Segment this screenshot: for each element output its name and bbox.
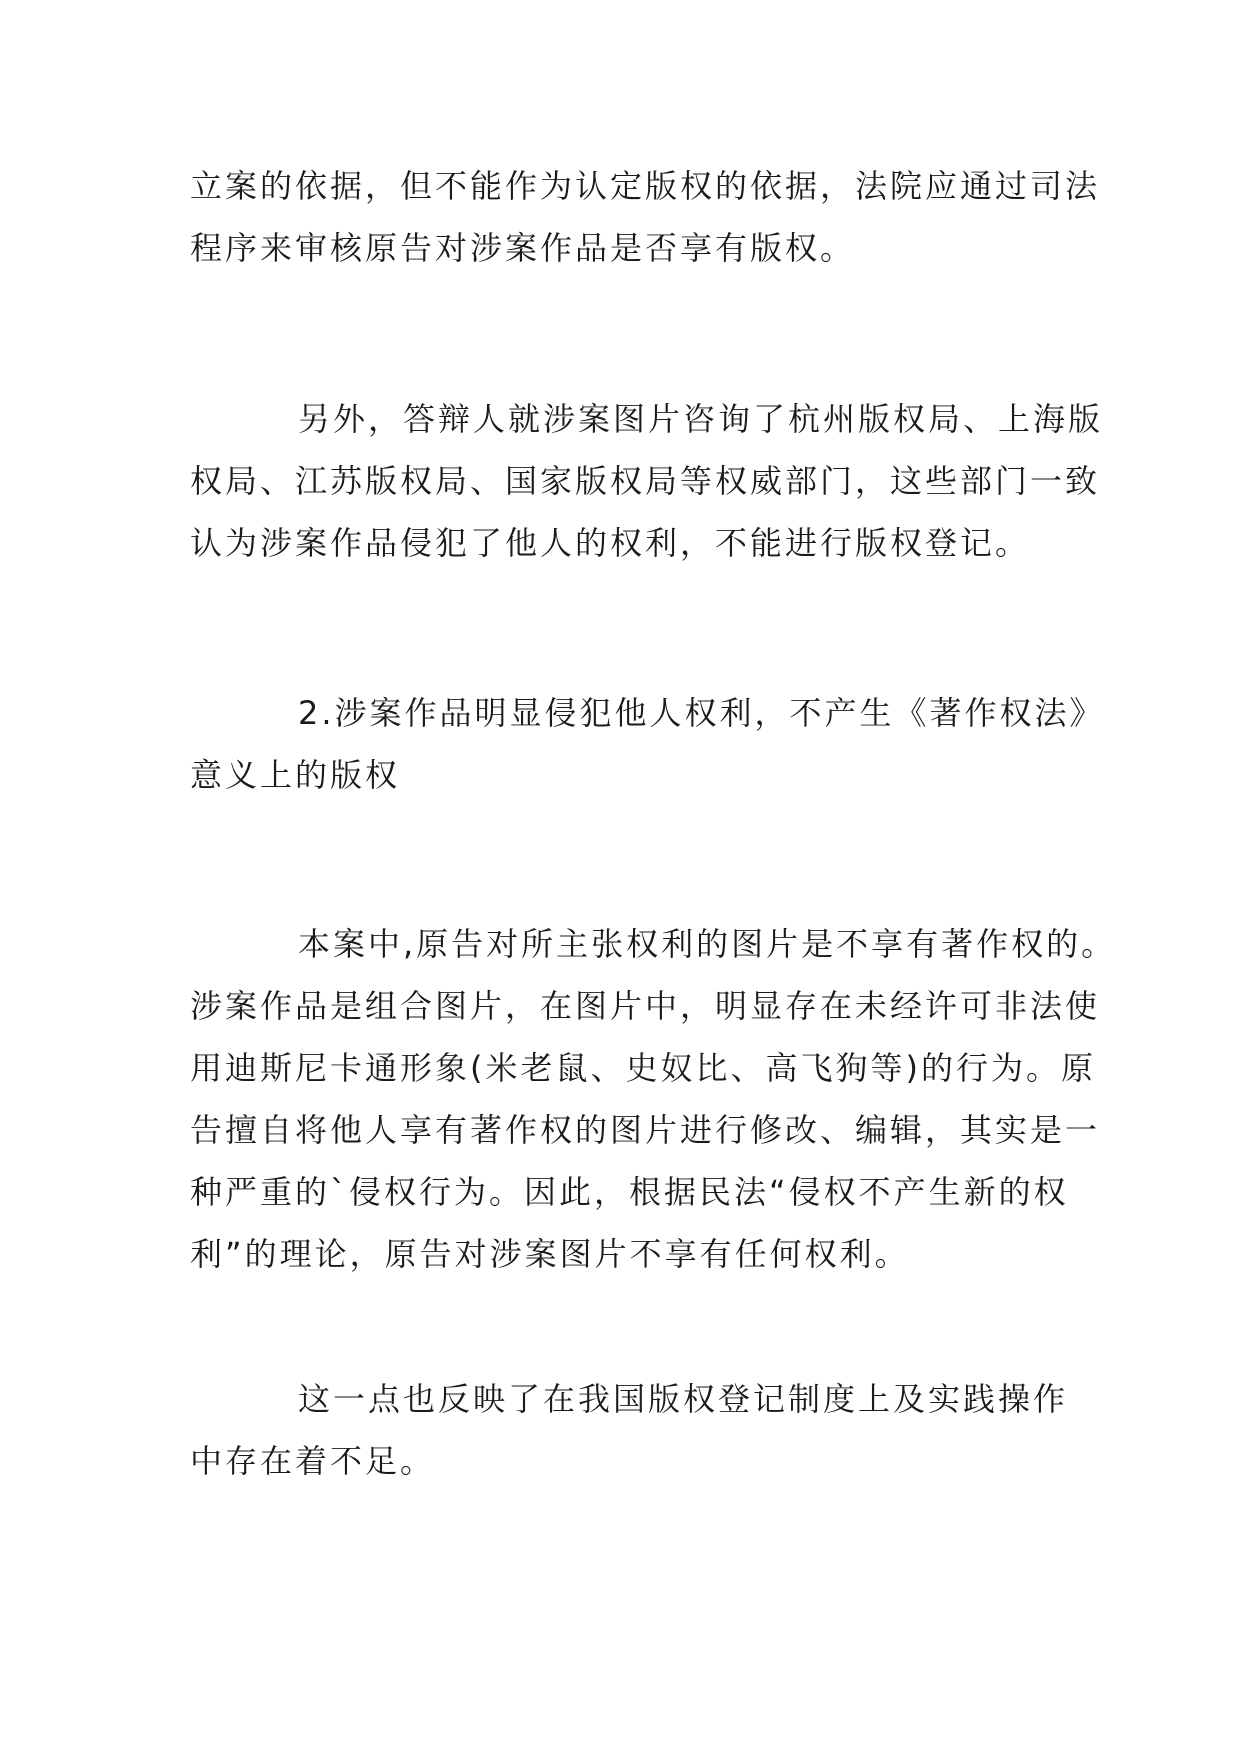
text-line: 程序来审核原告对涉案作品是否享有版权。 bbox=[190, 229, 856, 267]
text-line: 种严重的`侵权行为。因此，根据民法“侵权不产生新的权 bbox=[190, 1173, 1069, 1211]
text-line: 本案中,原告对所主张权利的图片是不享有著作权的。 bbox=[298, 925, 1117, 963]
section-heading-2 bbox=[190, 682, 1105, 806]
text-line: 认为涉案作品侵犯了他人的权利，不能进行版权登记。 bbox=[190, 524, 1031, 562]
paragraph-no-copyright-claim bbox=[190, 913, 1117, 1285]
text-line: 这一点也反映了在我国版权登记制度上及实践操作 bbox=[298, 1380, 1069, 1418]
text-line: 2.涉案作品明显侵犯他人权利，不产生《著作权法》 bbox=[298, 694, 1105, 732]
text-line: 中存在着不足。 bbox=[190, 1442, 436, 1480]
text-line: 权局、江苏版权局、国家版权局等权威部门，这些部门一致 bbox=[190, 462, 1101, 500]
paragraph-registration-shortcomings bbox=[190, 1368, 1069, 1492]
text-line: 立案的依据，但不能作为认定版权的依据，法院应通过司法 bbox=[190, 167, 1101, 205]
paragraph-copyright-bureau-consultation bbox=[190, 388, 1104, 574]
text-line: 用迪斯尼卡通形象(米老鼠、史奴比、高飞狗等)的行为。原 bbox=[190, 1049, 1096, 1087]
text-line: 另外，答辩人就涉案图片咨询了杭州版权局、上海版 bbox=[298, 400, 1104, 438]
text-line: 利”的理论，原告对涉案图片不享有任何权利。 bbox=[190, 1235, 910, 1273]
text-line: 涉案作品是组合图片，在图片中，明显存在未经许可非法使 bbox=[190, 987, 1101, 1025]
paragraph-court-basis bbox=[190, 155, 1101, 279]
text-line: 意义上的版权 bbox=[190, 756, 401, 794]
text-line: 告擅自将他人享有著作权的图片进行修改、编辑，其实是一 bbox=[190, 1111, 1101, 1149]
